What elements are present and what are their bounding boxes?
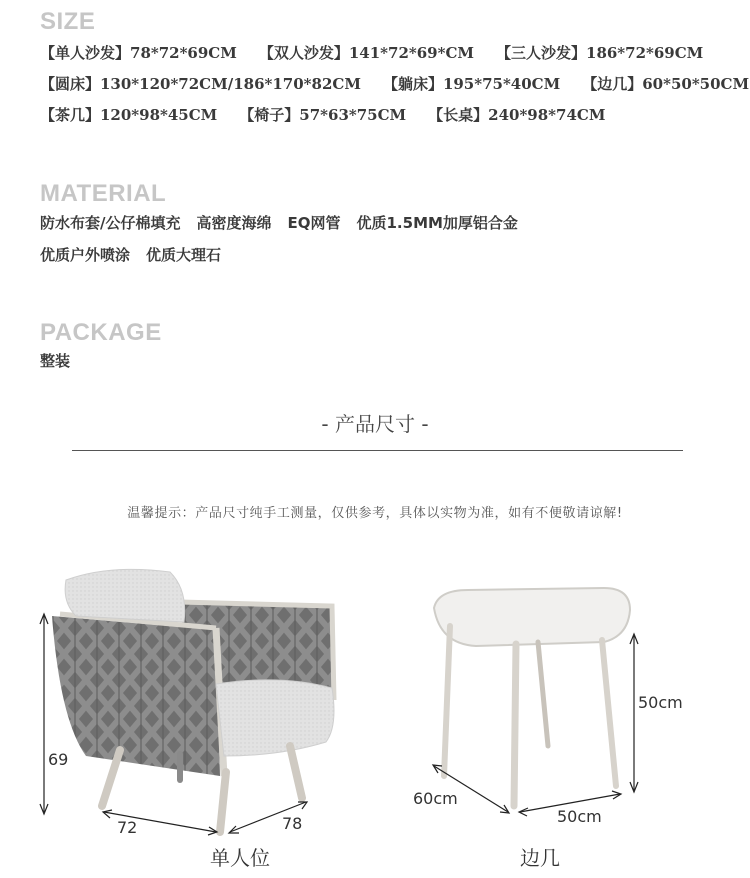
size-row-2 — [40, 73, 750, 94]
section-divider — [72, 450, 683, 451]
material-item: 优质户外喷涂 — [40, 246, 131, 264]
side-table-image — [398, 550, 718, 830]
armchair-caption: 单人位 — [210, 846, 270, 870]
armchair-depth-label: 78 — [282, 814, 303, 833]
side-table-height-label: 50cm — [638, 693, 683, 712]
material-item: 高密度海绵 — [196, 214, 272, 232]
size-spec-lounger: 【躺床】195*75*40CM — [382, 75, 561, 93]
size-spec-triple-sofa: 【三人沙发】186*72*69CM — [496, 44, 704, 62]
armchair-image — [20, 550, 380, 850]
side-table-depth-label: 50cm — [557, 807, 602, 826]
size-heading: SIZE — [40, 8, 96, 35]
package-value: 整装 — [40, 352, 71, 370]
side-table-caption: 边几 — [520, 846, 560, 870]
material-item: 优质1.5MM加厚铝合金 — [356, 214, 518, 232]
size-spec-chair: 【椅子】57*63*75CM — [239, 106, 407, 124]
package-heading: PACKAGE — [40, 319, 162, 346]
material-item: 防水布套/公仔棉填充 — [40, 214, 181, 232]
size-spec-double-sofa: 【双人沙发】141*72*69*CM — [258, 44, 474, 62]
material-row-1 — [40, 212, 534, 233]
size-spec-coffee-table: 【茶几】120*98*45CM — [40, 106, 218, 124]
material-item: EQ网管 — [287, 214, 341, 232]
size-spec-side-table: 【边几】60*50*50CM — [582, 75, 750, 93]
armchair-width-label: 72 — [117, 818, 138, 837]
size-row-3 — [40, 104, 627, 125]
size-spec-long-table: 【长桌】240*98*74CM — [428, 106, 606, 124]
side-table-width-label: 60cm — [413, 789, 458, 808]
material-item: 优质大理石 — [146, 246, 222, 264]
material-heading: MATERIAL — [40, 180, 167, 207]
size-spec-round-bed: 【圆床】130*120*72CM/186*170*82CM — [40, 75, 361, 93]
size-spec-single-sofa: 【单人沙发】78*72*69CM — [40, 44, 237, 62]
measurement-notice: 温馨提示：产品尺寸纯手工测量，仅供参考，具体以实物为准，如有不便敬请谅解! — [127, 506, 623, 521]
size-row-1 — [40, 42, 725, 63]
material-row-2 — [40, 244, 237, 265]
armchair-height-label: 69 — [48, 750, 69, 769]
dimensions-section-title: - 产品尺寸 - — [321, 412, 429, 436]
